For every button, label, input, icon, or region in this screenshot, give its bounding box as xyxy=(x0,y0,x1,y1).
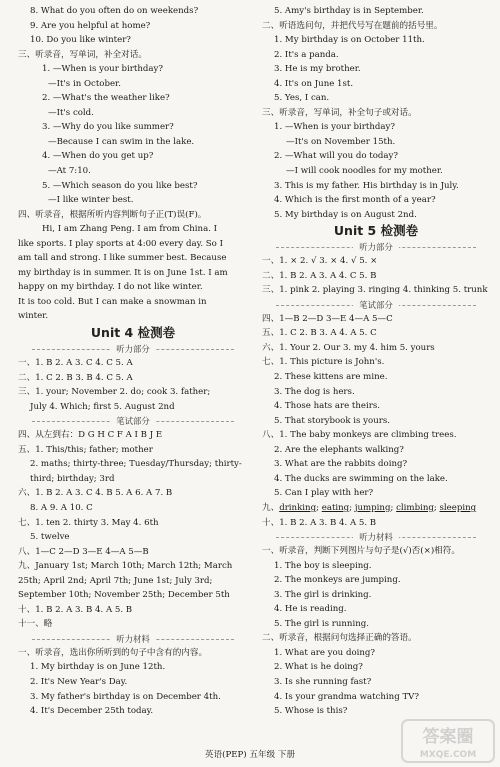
answer-line: 4. Those hats are theirs. xyxy=(274,401,380,412)
dialogue-line: —It's cold. xyxy=(48,107,94,118)
material-line: 1. My birthday is on October 11th. xyxy=(274,35,425,46)
underlined-word: sleeping xyxy=(439,502,477,513)
answer-line: 5. That storybook is yours. xyxy=(274,415,390,426)
material-line: 5. Whose is this? xyxy=(274,706,348,717)
section-heading: 三、听录音，写单词，补全句子或对话。 xyxy=(262,107,417,118)
right-column xyxy=(262,4,490,719)
answer-line: 三、1. your; November 2. do; cook 3. father; xyxy=(18,387,211,398)
answer-line: 十、1. B 2. A 3. B 4. A 5. B xyxy=(262,517,377,528)
answer-line: 一、1. × 2. √ 3. × 4. √ 5. × xyxy=(262,256,378,267)
answer-line: 六、1. Your 2. Our 3. my 4. him 5. yours xyxy=(262,342,435,353)
answer-line: third; birthday; 3rd xyxy=(30,473,115,484)
dialogue-line: 1. —When is your birthday? xyxy=(42,64,163,75)
answer-line: 4. The ducks are swimming on the lake. xyxy=(274,473,448,484)
answer-line: 8. A 9. A 10. C xyxy=(30,502,93,513)
dialogue-line: 4. —When do you get up? xyxy=(42,151,154,162)
answer-line: 七、1. ten 2. thirty 3. May 4. 6th xyxy=(18,517,159,528)
dialogue-line: 3. —Why do you like summer? xyxy=(42,122,174,133)
question-line: 9. Are you helpful at home? xyxy=(30,20,151,31)
answer-line: 八、1—C 2—D 3—E 4—A 5—B xyxy=(18,546,149,557)
dialogue-line: 2. —What will you do today? xyxy=(274,151,398,162)
underlined-word: drinking xyxy=(279,502,317,513)
section-heading: 一、听录音，选出你所听到的句子中含有的内容。 xyxy=(18,647,208,658)
material-line: 3. He is my brother. xyxy=(274,64,361,75)
answer-line: 十一、略 xyxy=(18,619,53,630)
passage-line: like sports. I play sports at 4:00 every day. So I xyxy=(18,238,223,249)
material-line: 3. My father's birthday is on December 4th. xyxy=(30,691,221,702)
passage-line: my birthday is in summer. It is on June 1st. I am xyxy=(18,267,228,278)
passage-line: happy on my birthday. I do not like winter. xyxy=(18,282,203,293)
answer-line: 二、1. B 2. A 3. A 4. C 5. B xyxy=(262,270,377,281)
passage-line: Hi, I am Zhang Peng. I am from China. I xyxy=(42,224,218,235)
answer-line: 25th; April 2nd; April 7th; June 1st; July 3rd; xyxy=(18,575,213,586)
material-line: 2. It's New Year's Day. xyxy=(30,676,128,687)
section-heading: 三、听录音，写单词，补全对话。 xyxy=(18,49,147,60)
material-line: 3. Is she running fast? xyxy=(274,676,372,687)
material-line: 2. What is he doing? xyxy=(274,662,363,673)
passage-line: It is too cold. But I can make a snowman in xyxy=(18,296,207,307)
unit4-title: Unit 4 检测卷 xyxy=(90,325,176,341)
section-heading: 四、听录音，根据所听内容判断句子正(T)误(F)。 xyxy=(18,209,207,220)
material-line: 3. This is my father. His birthday is in July. xyxy=(274,180,459,191)
watermark-text: 答案圈 xyxy=(422,727,474,747)
material-line: 5. The girl is running. xyxy=(274,618,369,629)
dialogue-line: —At 7:10. xyxy=(48,166,91,177)
passage-line: am tall and strong. I like summer best. Because xyxy=(18,253,227,264)
dialogue-line: —It's in October. xyxy=(48,78,121,89)
listening-material-heading: 听力材料 xyxy=(262,530,490,544)
section-heading: 二、听语选问句，并把代号写在题前的括号里。 xyxy=(262,20,443,31)
answer-line: 5. Can I play with her? xyxy=(274,488,374,499)
answer-line: 2. maths; thirty-three; Tuesday/Thursday; thirty- xyxy=(30,459,242,470)
answer-line: 六、1. B 2. A 3. C 4. B 5. A 6. A 7. B xyxy=(18,488,173,499)
answer-line: 2. These kittens are mine. xyxy=(274,372,388,383)
material-line: 5. My birthday is on August 2nd. xyxy=(274,209,417,220)
unit5-title: Unit 5 检测卷 xyxy=(333,223,419,239)
material-line: 2. The monkeys are jumping. xyxy=(274,575,401,586)
section-heading: 一、听录音，判断下列图片与句子是(√)否(×)相符。 xyxy=(262,546,460,557)
answer-line: 四、从左到右：D G H C F A I B J E xyxy=(18,430,163,441)
material-line: 4. It's December 25th today. xyxy=(30,706,154,717)
material-line: 4. Is your grandma watching TV? xyxy=(274,691,419,702)
question-line: 10. Do you like winter? xyxy=(30,35,131,46)
answer-line: 三、1. pink 2. playing 3. ringing 4. thinking 5. trunk xyxy=(262,285,488,296)
answer-line: July 4. Which; first 5. August 2nd xyxy=(30,401,175,412)
left-column xyxy=(18,4,248,719)
dialogue-line: —It's on November 15th. xyxy=(286,136,396,147)
material-line: 5. Amy's birthday is in September. xyxy=(274,6,424,16)
dialogue-line: —Because I can swim in the lake. xyxy=(48,136,195,147)
answer-line: 一、1. B 2. A 3. C 4. C 5. A xyxy=(18,358,133,369)
dialogue-line: 1. —When is your birthday? xyxy=(274,122,395,133)
underlined-word: climbing xyxy=(396,502,434,513)
answer-line: 四、1—B 2—D 3—E 4—A 5—C xyxy=(262,313,393,324)
answer-line: 2. Are the elephants walking? xyxy=(274,444,404,455)
material-line: 4. He is reading. xyxy=(274,604,347,615)
listening-material-heading: 听力材料 xyxy=(18,632,248,646)
dialogue-line: 2. —What's the weather like? xyxy=(42,93,170,104)
material-line: 5. Yes, I can. xyxy=(274,93,330,104)
watermark-logo xyxy=(400,718,496,764)
material-line: 1. My birthday is on June 12th. xyxy=(30,662,166,673)
listening-part-heading: 听力部分 xyxy=(262,240,490,254)
answer-line: 七、1. This picture is John's. xyxy=(262,357,385,368)
passage-line: winter. xyxy=(18,311,49,322)
answer-line: 五、1. This/this; father; mother xyxy=(18,444,153,455)
material-line: 3. The girl is drinking. xyxy=(274,589,372,600)
material-line: 2. It's a panda. xyxy=(274,49,339,60)
answer-line: 3. What are the rabbits doing? xyxy=(274,459,408,470)
written-part-heading: 笔试部分 xyxy=(18,414,248,428)
underlined-word: jumping xyxy=(354,502,391,513)
dialogue-line: —I like winter best. xyxy=(48,195,134,206)
watermark-sub: MXQE.COM xyxy=(419,750,477,760)
page-footer: 英语(PEP) 五年级 下册 xyxy=(204,750,296,760)
underlined-word: eating xyxy=(321,502,350,513)
dialogue-line: 5. —Which season do you like best? xyxy=(42,180,198,191)
dialogue-line: —I will cook noodles for my mother. xyxy=(286,166,443,177)
material-line: 4. Which is the first month of a year? xyxy=(274,195,436,206)
written-part-heading: 笔试部分 xyxy=(262,298,490,312)
answer-line-underlined-words: 九、drinking; eating; jumping; climbing; sleeping xyxy=(262,502,477,513)
material-line: 1. What are you doing? xyxy=(274,647,376,658)
answer-line: September 10th; November 25th; December 5th xyxy=(18,590,230,601)
answer-line: 五、1. C 2. B 3. A 4. A 5. C xyxy=(262,328,377,339)
answer-line: 5. twelve xyxy=(30,532,70,543)
question-line: 8. What do you often do on weekends? xyxy=(30,6,199,16)
section-heading: 二、听录音，根据问句选择正确的答语。 xyxy=(262,633,417,644)
material-line: 1. The boy is sleeping. xyxy=(274,560,372,571)
material-line: 4. It's on June 1st. xyxy=(274,78,354,89)
listening-part-heading: 听力部分 xyxy=(18,342,248,356)
answer-line: 九、January 1st; March 10th; March 12th; March xyxy=(18,561,233,572)
answer-line: 八、1. The baby monkeys are climbing trees. xyxy=(262,430,457,441)
answer-line: 二、1. C 2. B 3. B 4. C 5. A xyxy=(18,372,133,383)
answer-line: 3. The dog is hers. xyxy=(274,386,355,397)
answer-line: 十、1. B 2. A 3. B 4. A 5. B xyxy=(18,604,133,615)
